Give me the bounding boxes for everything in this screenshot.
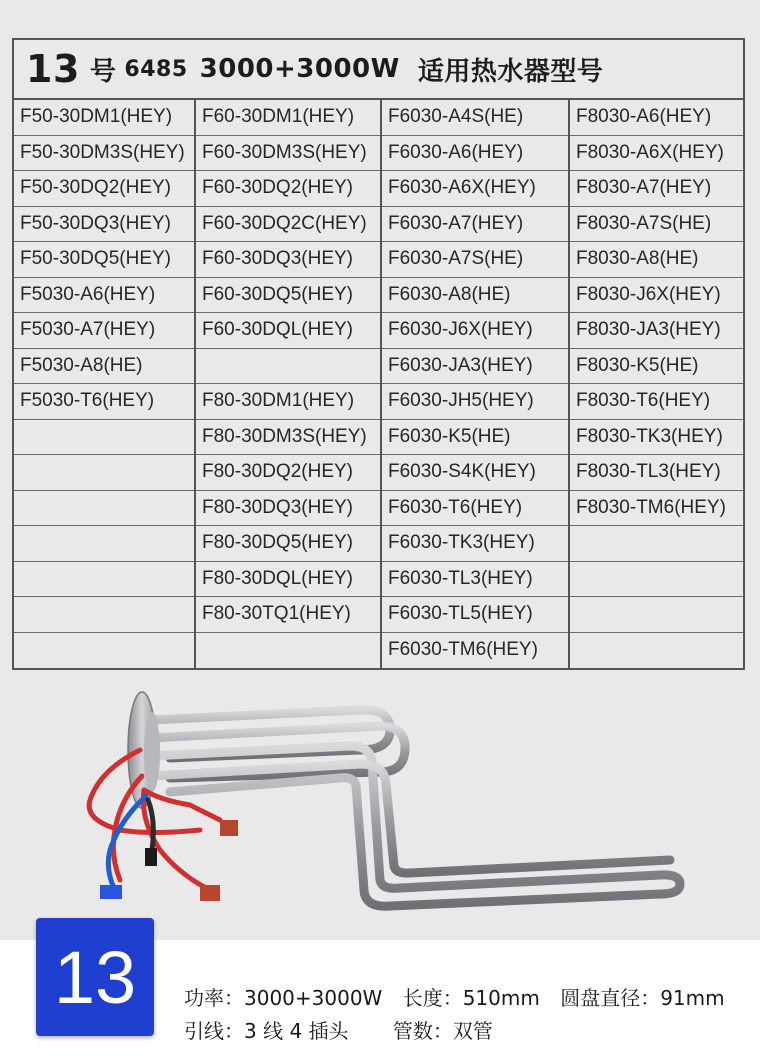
model-cell: F8030-JA3(HEY) [570,313,743,349]
model-cell: F6030-A7S(HE) [382,242,568,278]
model-cell: F8030-A6(HEY) [570,100,743,136]
model-cell: F6030-A7(HEY) [382,207,568,243]
model-cell: F6030-TK3(HEY) [382,526,568,562]
model-cell [14,633,194,669]
model-cell: F8030-K5(HE) [570,349,743,385]
power-spec: 功率：3000+3000W [184,986,383,1010]
model-cell: F60-30DQ5(HEY) [196,278,380,314]
red-connector-1 [200,885,220,901]
title-suffix: 适用热水器型号 [417,56,604,87]
model-cell [14,562,194,598]
model-cell: F80-30DM3S(HEY) [196,420,380,456]
model-cell: F8030-TK3(HEY) [570,420,743,456]
title-number: 13 [26,47,80,91]
title-code: 6485 [124,56,188,82]
model-cell [14,526,194,562]
model-cell: F5030-A6(HEY) [14,278,194,314]
model-cell: F6030-JA3(HEY) [382,349,568,385]
model-cell: F8030-J6X(HEY) [570,278,743,314]
model-cell: F60-30DQL(HEY) [196,313,380,349]
model-cell: F6030-T6(HEY) [382,491,568,527]
models-column-1 [14,100,196,668]
model-cell: F60-30DM1(HEY) [196,100,380,136]
model-cell: F80-30DQ3(HEY) [196,491,380,527]
spec-line-2 [184,1015,507,1044]
model-cell: F8030-TM6(HEY) [570,491,743,527]
model-cell: F6030-A4S(HE) [382,100,568,136]
model-cell: F80-30DM1(HEY) [196,384,380,420]
model-cell: F8030-A8(HE) [570,242,743,278]
model-cell: F50-30DQ5(HEY) [14,242,194,278]
models-column-2 [196,100,382,668]
model-cell [570,526,743,562]
heating-tubes [150,710,680,906]
model-cell: F6030-TM6(HEY) [388,638,538,660]
title-power: 3000+3000W [199,54,400,84]
model-cell: F8030-T6(HEY) [570,384,743,420]
lead-spec: 引线：3 线 4 插头 [184,1019,349,1043]
model-cell: F6030-K5(HE) [382,420,568,456]
model-cell [570,597,743,633]
model-cell: F6030-TL3(HEY) [382,562,568,598]
model-cell: F80-30DQ5(HEY) [196,526,380,562]
spec-line-1 [184,982,739,1011]
model-cell: F6030-A6(HEY) [382,136,568,172]
model-cell: F5030-A7(HEY) [14,313,194,349]
length-spec: 长度：510mm [402,986,540,1010]
heating-element-photo [60,680,710,935]
model-cell: F60-30DQ2(HEY) [196,171,380,207]
model-cell [14,597,194,633]
model-cell: F50-30DM3S(HEY) [14,136,194,172]
model-cell: F6030-A8(HE) [382,278,568,314]
table-title [14,40,743,100]
model-cell [196,633,380,669]
model-cell: F50-30DQ3(HEY) [14,207,194,243]
tubes-spec: 管数：双管 [392,1019,493,1043]
models-column-3 [382,100,570,668]
black-connector [145,848,157,866]
model-cell: F5030-A8(HE) [14,349,194,385]
models-grid [14,100,743,668]
model-cell: F6030-A6X(HEY) [382,171,568,207]
compatible-models-table [12,38,745,670]
model-cell: F60-30DQ2C(HEY) [196,207,380,243]
model-cell [14,420,194,456]
model-cell [196,349,380,385]
model-cell: F6030-J6X(HEY) [382,313,568,349]
model-cell: F8030-TL3(HEY) [570,455,743,491]
model-cell: F60-30DQ3(HEY) [196,242,380,278]
model-cell: F6030-JH5(HEY) [382,384,568,420]
models-column-4 [570,100,743,668]
disc-diameter-spec: 圆盘直径：91mm [560,986,725,1010]
model-cell: F6030-TL5(HEY) [382,597,568,633]
model-cell: F50-30DQ2(HEY) [14,171,194,207]
title-hao: 号 [89,56,117,87]
model-cell: F50-30DM1(HEY) [14,100,194,136]
model-cell: F8030-A7S(HE) [570,207,743,243]
model-cell: F8030-A6X(HEY) [570,136,743,172]
model-cell: F5030-T6(HEY) [14,384,194,420]
model-cell: F80-30DQ2(HEY) [196,455,380,491]
model-cell: F6030-S4K(HEY) [382,455,568,491]
red-connector-2 [220,820,238,836]
model-cell: F60-30DM3S(HEY) [196,136,380,172]
blue-connector [100,885,122,899]
model-cell: F80-30DQL(HEY) [196,562,380,598]
model-cell: F80-30TQ1(HEY) [196,597,380,633]
model-cell: F8030-A7(HEY) [570,171,743,207]
model-cell [14,491,194,527]
model-cell [14,455,194,491]
model-cell [570,562,743,598]
model-number-badge: 13 [36,918,154,1036]
model-cell [570,633,743,669]
flange-hub [144,712,160,792]
